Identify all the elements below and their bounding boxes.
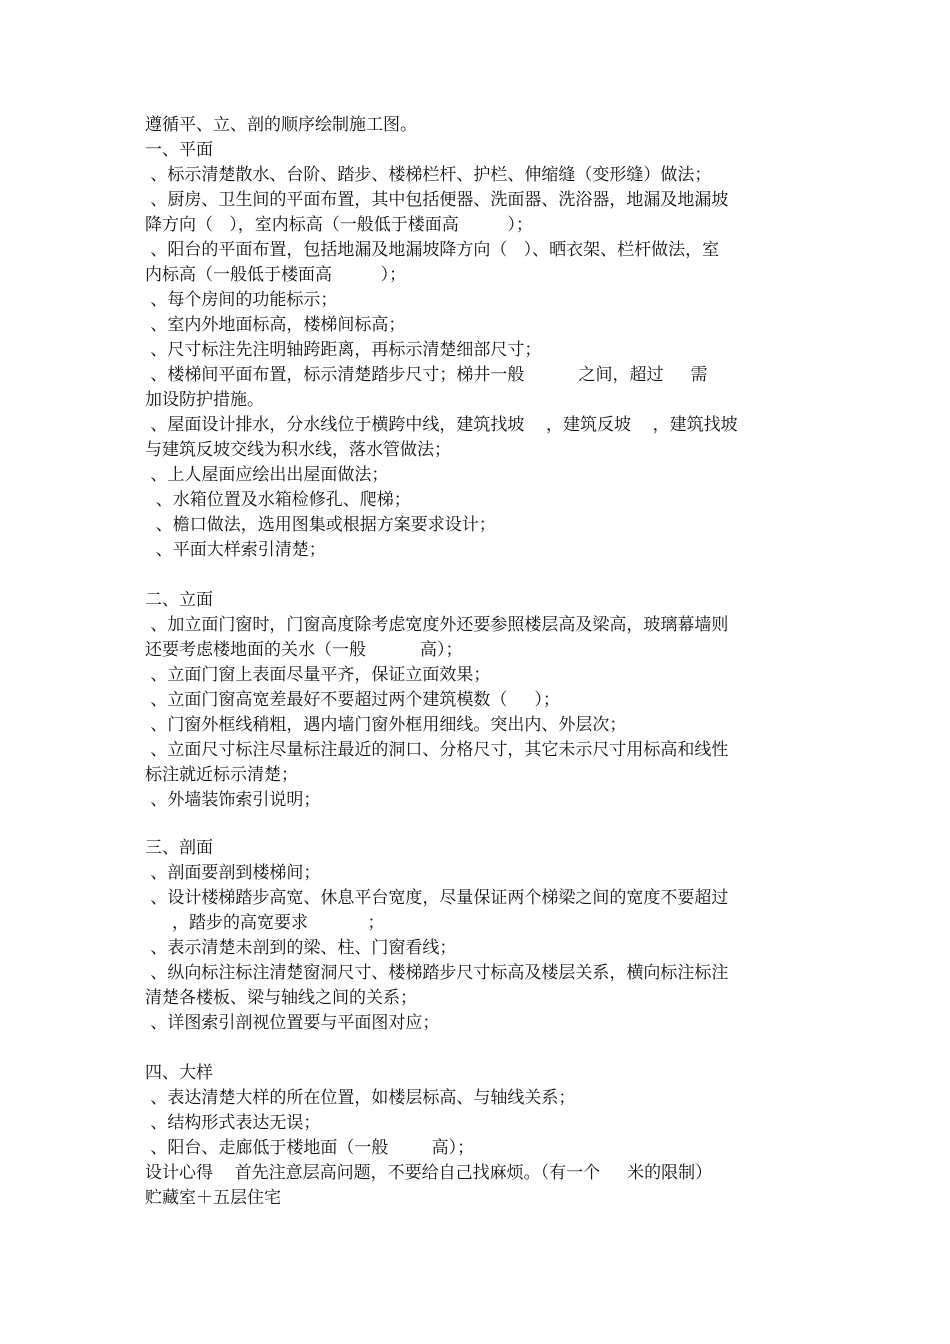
elevation-line: 、外墙装饰索引说明； bbox=[145, 790, 321, 810]
intro-text: 遵循平、立、剖的顺序绘制施工图。 bbox=[145, 115, 417, 135]
section-line: 、设计楼梯踏步高宽、休息平台宽度，尽量保证两个梯梁之间的宽度不要超过 bbox=[145, 888, 729, 908]
plan-line: 、阳台的平面布置，包括地漏及地漏坡降方向（ ）、晒衣架、栏杆做法，室 bbox=[145, 240, 720, 260]
section-line: 、剖面要剖到楼梯间； bbox=[145, 863, 321, 883]
plan-line: 、每个房间的功能标示； bbox=[145, 290, 338, 310]
section-line: 、详图索引剖视位置要与平面图对应； bbox=[145, 1013, 440, 1033]
plan-line: 加设防护措施。 bbox=[145, 390, 264, 410]
footer-note: 设计心得 首先注意层高问题，不要给自己找麻烦。（有一个 米的限制） bbox=[145, 1163, 713, 1183]
detail-line: 、表达清楚大样的所在位置，如楼层标高、与轴线关系； bbox=[145, 1088, 576, 1108]
section-line: 、纵向标注标注清楚窗洞尺寸、楼梯踏步尺寸标高及楼层关系，横向标注标注 bbox=[145, 963, 729, 983]
plan-line: 、上人屋面应绘出出屋面做法； bbox=[145, 465, 389, 485]
section-heading-detail: 四、大样 bbox=[145, 1063, 213, 1083]
section-heading-plan: 一、平面 bbox=[145, 140, 213, 160]
section-line: 清楚各楼板、梁与轴线之间的关系； bbox=[145, 988, 417, 1008]
plan-line: 、标示清楚散水、台阶、踏步、楼梯栏杆、护栏、伸缩缝（变形缝）做法； bbox=[145, 165, 712, 185]
detail-line: 、结构形式表达无误； bbox=[145, 1113, 321, 1133]
plan-line: 、尺寸标注先注明轴跨距离，再标示清楚细部尺寸； bbox=[145, 340, 542, 360]
plan-line: 、楼梯间平面布置，标示清楚踏步尺寸；梯井一般 之间，超过 需 bbox=[145, 365, 708, 385]
elevation-line: 还要考虑楼地面的关水（一般 高）； bbox=[145, 640, 463, 660]
section-line: 、表示清楚未剖到的梁、柱、门窗看线； bbox=[145, 938, 457, 958]
section-heading-section: 三、剖面 bbox=[145, 838, 213, 858]
plan-line: 、檐口做法，选用图集或根据方案要求设计； bbox=[145, 515, 496, 535]
elevation-line: 、门窗外框线稍粗，遇内墙门窗外框用细线。突出内、外层次； bbox=[145, 715, 627, 735]
plan-line: 、水箱位置及水箱检修孔、爬梯； bbox=[145, 490, 411, 510]
elevation-line: 、立面门窗高宽差最好不要超过两个建筑模数（ ）； bbox=[145, 690, 560, 710]
plan-line: 降方向（ ），室内标高（一般低于楼面高 ）； bbox=[145, 215, 533, 235]
elevation-line: 、立面门窗上表面尽量平齐，保证立面效果； bbox=[145, 665, 491, 685]
plan-line: 、厨房、卫生间的平面布置，其中包括便器、洗面器、洗浴器，地漏及地漏坡 bbox=[145, 190, 729, 210]
elevation-line: 标注就近标示清楚； bbox=[145, 765, 298, 785]
section-line: ，踏步的高宽要求 ； bbox=[145, 913, 385, 933]
plan-line: 、平面大样索引清楚； bbox=[145, 540, 326, 560]
elevation-line: 、立面尺寸标注尽量标注最近的洞口、分格尺寸，其它未示尺寸用标高和线性 bbox=[145, 740, 729, 760]
detail-line: 、阳台、走廊低于楼地面（一般 高）； bbox=[145, 1138, 475, 1158]
elevation-line: 、加立面门窗时，门窗高度除考虑宽度外还要参照楼层高及梁高，玻璃幕墙则 bbox=[145, 615, 729, 635]
footer-note: 贮藏室＋五层住宅 bbox=[145, 1188, 281, 1208]
plan-line: 、屋面设计排水，分水线位于横跨中线，建筑找坡 ，建筑反坡 ，建筑找坡 bbox=[145, 415, 738, 435]
plan-line: 内标高（一般低于楼面高 ）； bbox=[145, 265, 407, 285]
section-heading-elevation: 二、立面 bbox=[145, 590, 213, 610]
plan-line: 、室内外地面标高，楼梯间标高； bbox=[145, 315, 406, 335]
plan-line: 与建筑反坡交线为积水线，落水管做法； bbox=[145, 440, 451, 460]
